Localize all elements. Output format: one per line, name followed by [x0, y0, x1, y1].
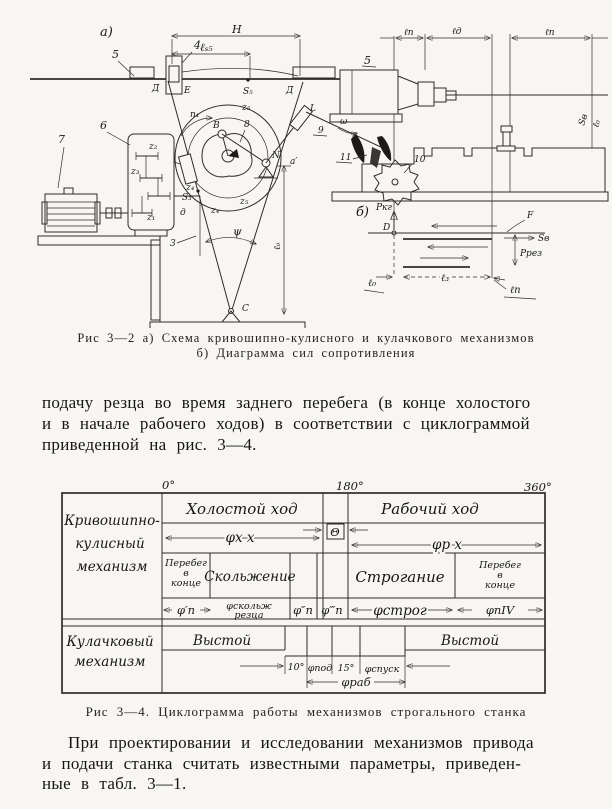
- mechanism-row-headers: [63, 513, 160, 670]
- force-F-label: F: [527, 211, 534, 221]
- phi-rab-label: φраб: [341, 675, 371, 689]
- overrun2-line1: Перебег: [479, 560, 521, 571]
- dim-l3b-label: ℓ₃: [441, 273, 450, 284]
- deg-15-label: 15°: [337, 663, 355, 674]
- dim-ld-label: ℓд: [452, 27, 462, 37]
- phi-p3-label: φ‴п: [321, 603, 343, 617]
- phi-spusk-label: φспуск: [364, 664, 400, 675]
- paragraph-2: [42, 733, 570, 795]
- point-D2-label: Д: [286, 86, 294, 96]
- dim-l0-rotated-label: ℓ₀: [591, 118, 604, 129]
- figure-3-2-caption-line1: Рис 3—2 а) Схема кривошипно-кулисного и кулачкового механизмов: [77, 331, 535, 345]
- omega-label: ω: [340, 117, 348, 127]
- dwell2-cell: Выстой: [440, 633, 500, 649]
- dwell1-cell: Выстой: [192, 633, 252, 649]
- part6-label: 6: [100, 119, 107, 132]
- dim-a-prime-label: a′: [290, 157, 298, 167]
- figure-3-4-caption: Рис 3—4. Циклограмма работы механизмов строгального станка: [85, 704, 527, 719]
- phi-p4-label: φпIV: [485, 603, 515, 617]
- phi-px-label: φр х: [432, 537, 462, 553]
- ground-hatching-left: [38, 236, 305, 328]
- phi-p2-label: φ″п: [293, 603, 313, 617]
- dim-lpb-label: ℓп: [510, 285, 521, 296]
- deg-0-label: 0°: [162, 478, 176, 492]
- stroke-sv-label: Sв: [538, 234, 550, 244]
- point-D-label: Д: [152, 84, 160, 94]
- overrun2-line3: конце: [485, 580, 515, 591]
- overrun1-line3: конце: [171, 578, 201, 589]
- point-S3-label: S₃: [182, 193, 192, 203]
- deg-360-label: 360°: [524, 480, 552, 494]
- figure-3-2-schematic: [0, 6, 612, 328]
- gear-z2-label: z₂: [149, 142, 158, 152]
- idle-stroke-cell: Холостой ход: [186, 500, 298, 518]
- phi-xx-label: φх х: [225, 530, 255, 546]
- cam-row: [162, 626, 545, 689]
- gear-z4-label: z₄: [186, 183, 195, 193]
- rocker-mechanism: [156, 81, 303, 322]
- point-N-label: N: [272, 151, 280, 161]
- force-pkg-label: Ркг: [376, 203, 392, 213]
- part4-label: 4: [194, 39, 201, 52]
- point-D-diagram-label: D: [383, 223, 391, 233]
- slider-4: [151, 39, 294, 97]
- phi-p1-label: φ′п: [176, 603, 196, 617]
- stroke-row: [185, 493, 545, 523]
- machine-right: [306, 27, 608, 278]
- part5b-label: 5: [364, 54, 371, 67]
- fig32-part-b-label: б): [356, 205, 370, 220]
- electric-motor: [42, 133, 128, 232]
- part3-label: 3: [170, 239, 176, 249]
- gear-z4-label-2: z₄: [211, 206, 220, 216]
- point-C-label: C: [242, 304, 249, 314]
- planing-cell: Строгание: [355, 568, 445, 586]
- phi-dimension-row: [166, 524, 541, 553]
- paragraph-1-line2: и в начале рабочего ходов) в соответствии с циклограммой: [42, 414, 530, 433]
- crank-mech-line3: механизм: [76, 559, 148, 575]
- dim-sv-rotated-label: Sв: [577, 112, 591, 127]
- cam-mech-line2: механизм: [74, 654, 146, 670]
- force-prez-label: Ррез: [520, 249, 543, 259]
- overrun2-line2: в: [497, 570, 503, 581]
- figure-3-4-cyclogram: [0, 478, 612, 706]
- deg-180-label: 180°: [336, 479, 364, 493]
- paragraph-2-line2: и подачи станка считать известными параметры, приведен-: [42, 753, 522, 773]
- overrun1-line2: в: [183, 568, 189, 579]
- paragraph-1: [42, 392, 570, 455]
- cam-mech-line1: Кулачковый: [66, 634, 154, 650]
- crank-mech-line1: Кривошипно-: [64, 513, 160, 529]
- part7-label: 7: [58, 133, 65, 146]
- overrun1-line1: Перебег: [165, 558, 207, 569]
- point-S5-label: S₅: [243, 87, 253, 97]
- part5-label: 5: [112, 48, 119, 61]
- paragraph-2-line1: При проектировании и исследовании механизмов привода: [68, 733, 534, 752]
- deg-10-label: 10°: [287, 662, 305, 673]
- point-d-label: д: [180, 208, 186, 218]
- phi-slide-line2: резца: [234, 610, 264, 621]
- theta-label: Θ: [330, 525, 340, 539]
- sliding-cell: Скольжение: [204, 569, 296, 585]
- part9-label: 9: [318, 126, 324, 136]
- phi-slide-line1: φскольж: [226, 601, 272, 612]
- dim-H-label: H: [232, 23, 242, 36]
- phi-pod-label: φпод: [307, 663, 333, 674]
- phi-strog-label: φстрог: [373, 603, 427, 619]
- gear-z3-label: z₃: [131, 167, 140, 177]
- dim-l0b-label: ℓ₀: [368, 278, 377, 289]
- figure-3-2-caption-line2: б) Диаграмма сил сопротивления: [196, 346, 416, 360]
- force-diagram: [356, 203, 549, 299]
- part11-label: 11: [340, 153, 352, 163]
- link-8-label: 8: [244, 120, 250, 130]
- dim-lp1-label: ℓп: [404, 28, 414, 38]
- paragraph-2-line3: ные в табл. 3—1.: [42, 774, 187, 793]
- phi-label-row: [164, 601, 542, 621]
- point-L-label: L: [310, 104, 316, 114]
- phase-row: [164, 553, 521, 598]
- dim-l0-label: ℓ₀: [273, 242, 283, 250]
- crank-mech-line2: кулисный: [75, 536, 145, 552]
- figure-3-2-caption: [0, 331, 612, 361]
- gearbox: [100, 119, 200, 256]
- point-B-label: B: [213, 121, 220, 131]
- working-stroke-cell: Рабочий ход: [381, 500, 479, 518]
- point-E-label: E: [184, 86, 191, 96]
- gear-z1-label: z₁: [147, 213, 156, 223]
- gear-z5-label-2: z₅: [240, 197, 249, 207]
- gear-z5-label: z₅: [242, 103, 251, 113]
- dim-l55-label: ℓₛ₅: [200, 41, 213, 54]
- ram-bar: [30, 48, 345, 79]
- angle-psi-label: ψ: [233, 225, 242, 238]
- dimension-H: [172, 23, 300, 78]
- paragraph-1-line1: подачу резца во время заднего перебега (в конце холостого: [42, 393, 531, 412]
- speed-n1-label: n₁: [190, 110, 200, 120]
- part10-label: 10: [414, 155, 426, 165]
- dim-lp2-label: ℓп: [545, 28, 555, 38]
- fig32-part-a-label: а): [100, 25, 113, 40]
- paragraph-1-line3: приведенной на рис. 3—4.: [42, 435, 257, 454]
